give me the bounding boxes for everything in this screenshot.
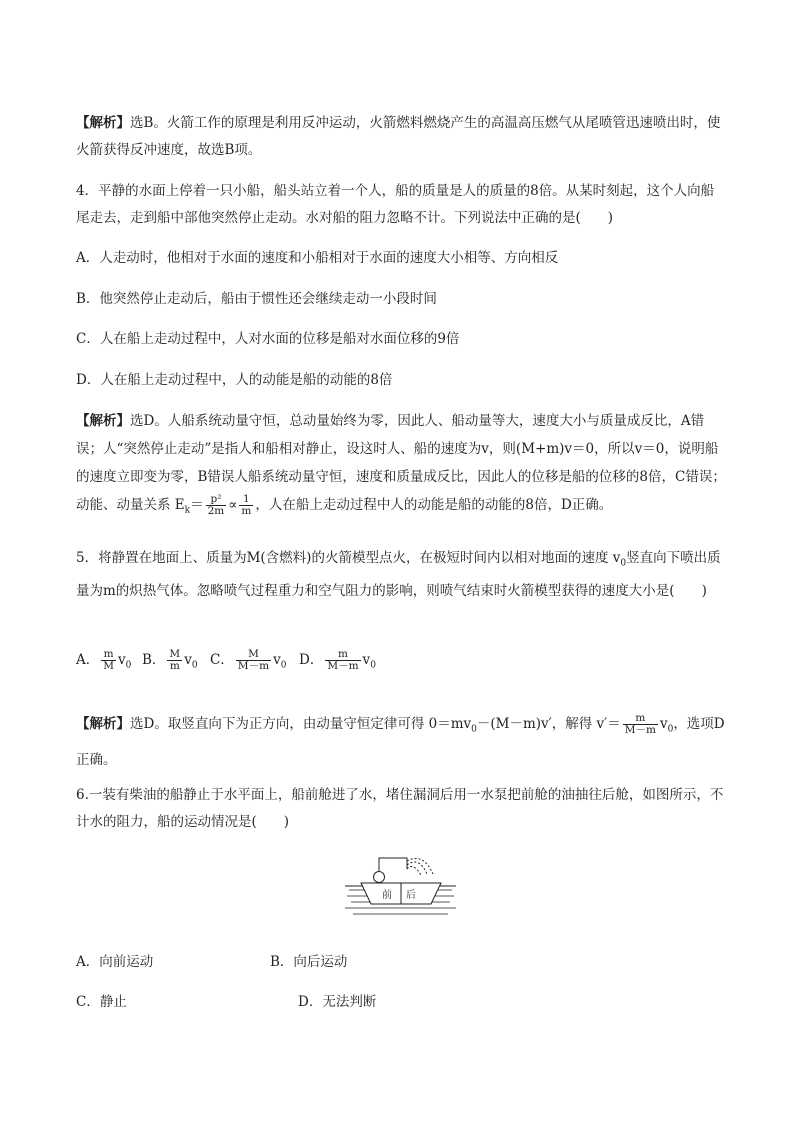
answer-4-text-2: ，人在船上走动过程中人的动能是船的动能的8倍，D正确。 [255, 497, 613, 513]
question-4-option-c: C．人在船上走动过程中，人对水面的位移是船对水面位移的9倍 [76, 331, 460, 347]
front-cabin-label: 前 [382, 890, 392, 901]
question-5-stem [76, 545, 726, 605]
velocity-symbol: v [118, 652, 126, 668]
denominator: M [103, 660, 115, 672]
question-5-option-b [142, 648, 198, 672]
question-5-option-c [210, 648, 286, 672]
v0-subscript: 0 [471, 724, 477, 735]
answer-5-text-2: －(M－m)v′，解得 v′＝ [476, 716, 621, 732]
option-fraction [167, 649, 182, 672]
velocity-subscript: 0 [370, 660, 376, 671]
question-6-option-d: D．无法判断 [298, 994, 377, 1010]
analysis-tag: 【解析】 [76, 413, 130, 429]
numerator: M [248, 648, 259, 660]
numerator: m [103, 648, 114, 660]
question-6-option-b: B．向后运动 [270, 954, 348, 970]
question-4-option-b: B．他突然停止走动后，船由于惯性还会继续走动一小段时间 [76, 291, 437, 307]
pump-pipe [379, 858, 407, 872]
option-label: A． [76, 652, 100, 668]
numerator: m [337, 648, 348, 660]
answer-3 [76, 110, 726, 164]
denominator: m [167, 660, 182, 672]
v0-subscript: 0 [667, 724, 674, 735]
fraction-p2-over-2m [206, 494, 227, 517]
velocity-symbol: v [362, 652, 371, 668]
answer-5-text-1: 选D。取竖直向下为正方向，由动量守恒定律可得 0＝mv [130, 716, 472, 732]
numerator: M [169, 648, 181, 660]
option-label: B． [142, 652, 166, 668]
option-fraction [101, 649, 116, 672]
question-6-option-a: A．向前运动 [76, 954, 154, 970]
boat-pump-diagram [343, 850, 458, 922]
velocity-subscript: 0 [280, 660, 287, 671]
pump-icon [374, 872, 385, 883]
question-5-option-a [76, 648, 131, 672]
rear-cabin-label: 后 [406, 890, 416, 901]
answer-5-text-3: ，选项D正确。 [76, 716, 725, 768]
numerator: m [635, 712, 646, 724]
answer-5 [76, 709, 726, 775]
denominator: M－m [327, 660, 359, 672]
question-5-text-2: 竖直向下喷出质量为m的炽热气体。忽略喷气过程重力和空气阻力的影响，则喷气结束时火箭模型获得的速度大小是( ) [76, 550, 721, 599]
question-4-option-a: A．人走动时，他相对于水面的速度和小船相对于水面的速度大小相等、方向相反 [76, 250, 559, 266]
v0-subscript: 0 [620, 558, 627, 569]
option-label: C． [210, 652, 234, 668]
denominator: m [241, 505, 252, 517]
denominator: M－m [237, 660, 270, 672]
answer-4 [76, 407, 726, 525]
numerator: p² [210, 493, 222, 505]
velocity-symbol: v [184, 652, 192, 668]
fraction-m-over-M-minus-m [623, 713, 658, 736]
oil-spray-line-2 [407, 862, 427, 874]
analysis-tag: 【解析】 [76, 716, 130, 732]
answer-3-text: 选B。火箭工作的原理是利用反冲运动，火箭燃料燃烧产生的高温高压燃气从尾喷管迅速喷出时，使火箭获得反冲速度，故选B项。 [76, 115, 721, 158]
question-6-option-c: C．静止 [76, 994, 127, 1010]
option-fraction [236, 649, 271, 672]
velocity-subscript: 0 [191, 660, 198, 671]
velocity-subscript: 0 [125, 660, 132, 671]
ek-subscript: k [184, 505, 191, 516]
oil-spray-line-1 [407, 867, 421, 875]
numerator: 1 [243, 493, 250, 505]
fraction-1-over-m [239, 494, 253, 517]
question-4-option-d: D．人在船上走动过程中，人的动能是船的动能的8倍 [76, 372, 393, 388]
question-6-stem: 6.一装有柴油的船静止于水平面上，船前舱进了水，堵住漏洞后用一水泵把前舱的油抽往后舱，如图所示，不计水的阻力，船的运动情况是( ) [76, 787, 724, 830]
question-4-stem: 4．平静的水面上停着一只小船，船头站立着一个人，船的质量是人的质量的8倍。从某时刻起，这个人向船尾走去，走到船中部他突然停止走动。水对船的阻力忽略不计。下列说法中正确的是( ) [76, 183, 715, 226]
denominator: M－m [624, 724, 656, 736]
analysis-tag: 【解析】 [76, 115, 130, 131]
velocity-symbol: v [273, 652, 281, 668]
question-5-text-1: 5．将静置在地面上、质量为M(含燃料)的火箭模型点火，在极短时间内以相对地面的速度 v [76, 550, 621, 566]
option-fraction [325, 649, 360, 672]
option-label: D． [299, 652, 324, 668]
denominator: 2m [207, 505, 225, 517]
question-5-option-d [299, 648, 376, 672]
proportional-sign: ∝ [228, 497, 238, 513]
equals-sign: ＝ [190, 497, 204, 513]
answer-4-text-1: 选D。人船系统动量守恒，总动量始终为零，因此人、船动量等大，速度大小与质量成反比，A错误；人“突然停止走动”是指人和船相对静止，设这时人、船的速度为v，则(M+m)v＝0，所以v＝0，说明船的速度立即变为零，B错误人船系统动量守恒，速度和质量成反比，因此人的位移是船的位移的8倍，C错误；动能、动量关系 E [76, 413, 726, 513]
velocity-symbol: v [659, 716, 668, 732]
